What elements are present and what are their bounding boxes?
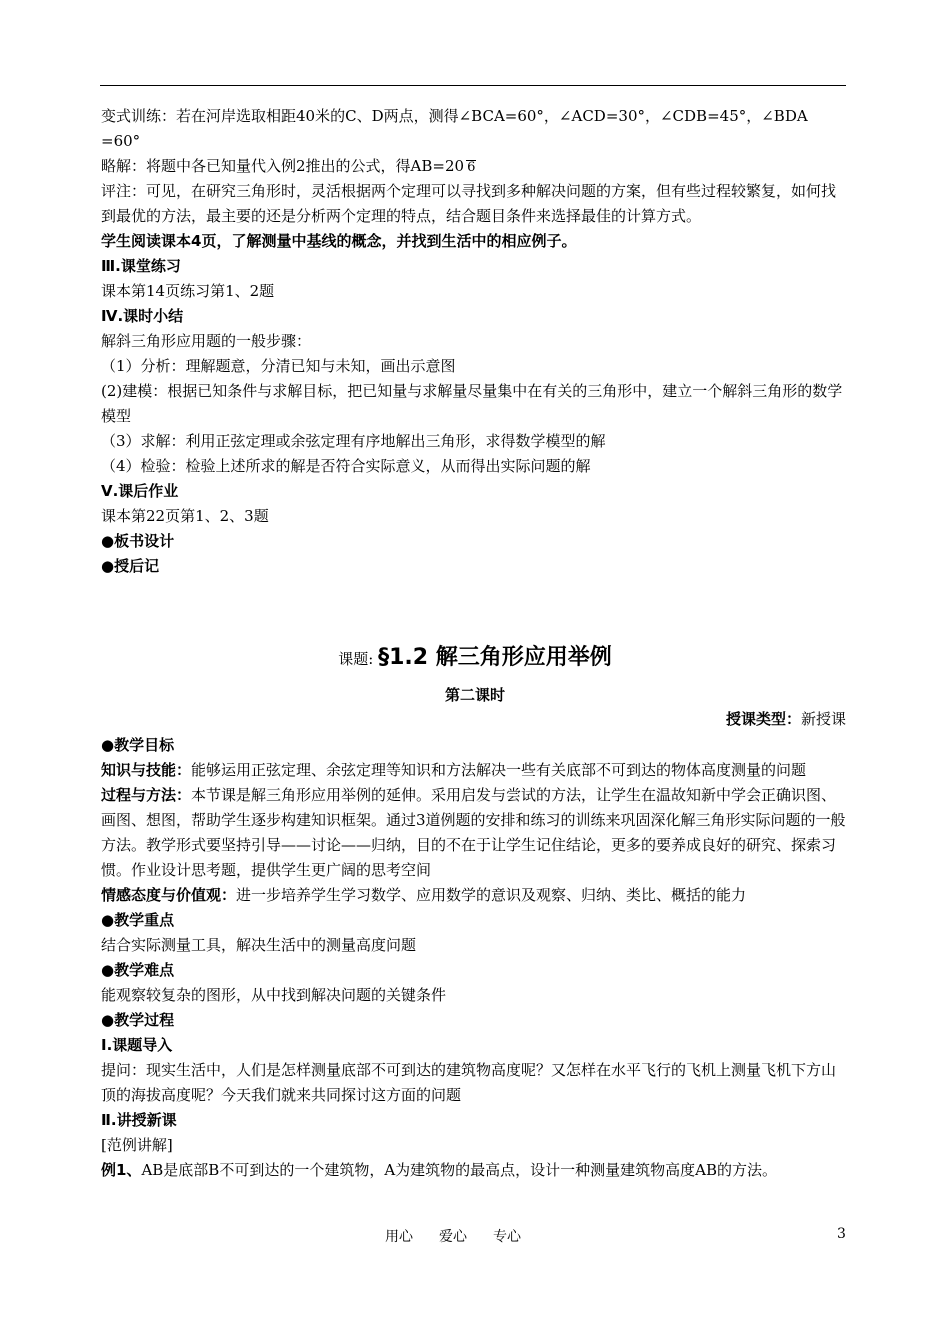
section-3-text: 课本第14页练习第1、2题	[101, 282, 275, 300]
lesson-type-value: 新授课	[800, 710, 846, 728]
emotion-label: 情感态度与价值观：	[101, 886, 237, 904]
reading-task: 学生阅读课本4页，了解测量中基线的概念，并找到生活中的相应例子。	[101, 232, 577, 250]
lesson-title	[0, 640, 950, 671]
knowledge-text: 能够运用正弦定理、余弦定理等知识和方法解决一些有关底部不可到达的物体高度测量的问题	[191, 761, 807, 779]
page-number: 3	[837, 1226, 846, 1242]
section-2-heading: Ⅱ.讲授新课	[101, 1111, 177, 1129]
step-1: （1）分析：理解题意，分清已知与未知，画出示意图	[101, 357, 456, 375]
process-label: 过程与方法：	[101, 786, 192, 804]
example-1	[101, 1158, 847, 1183]
knowledge-label: 知识与技能：	[101, 761, 192, 779]
footer-motto-2: 爱心	[439, 1229, 467, 1245]
section-1-text: 提问：现实生活中，人们是怎样测量底部不可到达的建筑物高度呢？又怎样在水平飞行的飞机上测量飞机下方山顶的海拔高度呢？今天我们就来共同探讨这方面的问题	[101, 1061, 837, 1104]
goals-heading: ●教学目标	[101, 736, 175, 754]
key-points-heading: ●教学重点	[101, 911, 175, 929]
process-text: 本节课是解三角形应用举例的延伸。采用启发与尝试的方法，让学生在温故知新中学会正确识图、画图、想图，帮助学生逐步构建知识框架。通过3道例题的安排和练习的训练来巩固深化解三角形实际问题的一般方法。教学形式要坚持引导——讨论——归纳，目的不在于让学生记住结论，更多的要养成良好的研究、探索习惯。作业设计思考题，提供学生更广阔的思考空间	[101, 786, 846, 879]
knowledge-goal	[101, 758, 847, 783]
example-1-text: AB是底部B不可到达的一个建筑物，A为建筑物的最高点，设计一种测量建筑物高度AB的方法。	[141, 1161, 778, 1179]
step-2: (2)建模：根据已知条件与求解目标，把已知量与求解量尽量集中在有关的三角形中，建立一个解斜三角形的数学模型	[101, 382, 843, 425]
lesson-subtitle: 第二课时	[444, 686, 505, 704]
comment: 评注：可见，在研究三角形时，灵活根据两个定理可以寻找到多种解决问题的方案，但有些过程较繁复，如何找到最优的方法，最主要的还是分析两个定理的特点，结合题目条件来选择最佳的计算方式。	[101, 182, 837, 225]
title-text: §1.2 解三角形应用举例	[378, 645, 612, 670]
section-4-heading: Ⅳ.课时小结	[101, 307, 184, 325]
lesson-type	[726, 708, 846, 729]
variant-training: 变式训练：若在河岸选取相距40米的C、D两点，测得∠BCA=60°，∠ACD=30°，∠CDB=45°，∠BDA =60°	[101, 107, 808, 150]
step-4: （4）检验：检验上述所求的解是否符合实际意义，从而得出实际问题的解	[101, 457, 591, 475]
after-class-heading: ●授后记	[101, 557, 160, 575]
key-points-text: 结合实际测量工具，解决生活中的测量高度问题	[101, 936, 417, 954]
lesson-type-label: 授课类型：	[725, 710, 801, 728]
emotion-goal	[101, 883, 847, 908]
process-heading: ●教学过程	[101, 1011, 175, 1029]
section-5-text: 课本第22页第1、2、3题	[101, 507, 269, 525]
section-5-heading: Ⅴ.课后作业	[101, 482, 179, 500]
section-1-heading: Ⅰ.课题导入	[101, 1036, 173, 1054]
board-design-heading: ●板书设计	[101, 532, 175, 550]
step-3: （3）求解：利用正弦定理或余弦定理有序地解出三角形，求得数学模型的解	[101, 432, 606, 450]
examples-heading: [范例讲解]	[101, 1136, 173, 1154]
section-3-heading: Ⅲ.课堂练习	[101, 257, 181, 275]
process-goal	[101, 783, 847, 883]
footer-motto	[385, 1226, 547, 1246]
difficulty-heading: ●教学难点	[101, 961, 175, 979]
header-rule	[100, 85, 846, 86]
footer-motto-3: 专心	[493, 1229, 521, 1245]
top-section	[101, 104, 847, 579]
lesson-body	[101, 733, 847, 1183]
sqrt-value: 6	[467, 160, 476, 175]
title-label: 课题:	[338, 650, 379, 668]
brief-solution-text: 略解：将题中各已知量代入例2推出的公式，得AB=20	[101, 157, 465, 175]
section-4-text: 解斜三角形应用题的一般步骤：	[101, 332, 312, 350]
emotion-text: 进一步培养学生学习数学、应用数学的意识及观察、归纳、类比、概括的能力	[236, 886, 747, 904]
footer-motto-1: 用心	[385, 1229, 413, 1245]
difficulty-text: 能观察较复杂的图形，从中找到解决问题的关键条件	[101, 986, 447, 1004]
example-1-label: 例1、	[101, 1161, 142, 1179]
brief-solution	[101, 154, 847, 179]
